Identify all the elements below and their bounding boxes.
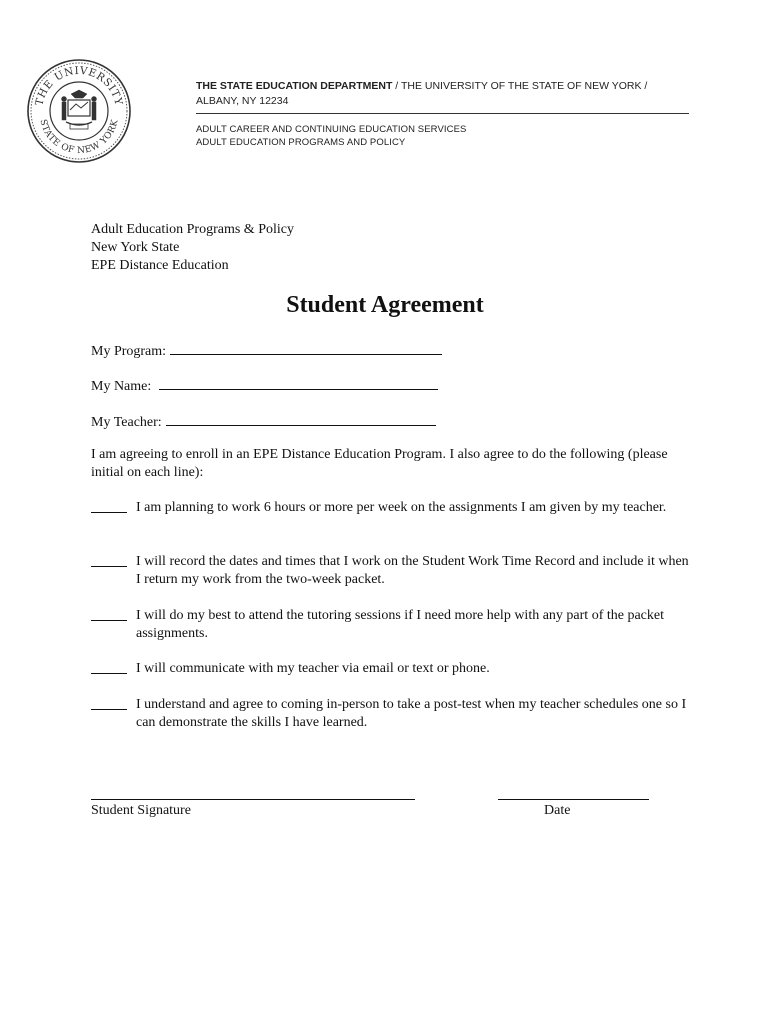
header-city: ALBANY, NY 12234	[196, 95, 289, 107]
program-label: My Program:	[91, 344, 167, 359]
svg-text:STATE OF NEW YORK: STATE OF NEW YORK	[37, 118, 121, 157]
initial-line[interactable]	[91, 620, 127, 621]
svg-text:THE UNIVERSITY: THE UNIVERSITY	[33, 64, 125, 107]
agreement-intro: I am agreeing to enroll in an EPE Distance Education Program. I also agree to do the following (please initial on each line):	[91, 447, 668, 480]
initial-line[interactable]	[91, 709, 127, 710]
agreement-item	[91, 660, 691, 678]
initial-line[interactable]	[91, 566, 127, 567]
agreement-item	[91, 607, 691, 643]
program-input-line[interactable]	[170, 340, 442, 355]
initial-line[interactable]	[91, 512, 127, 513]
student-signature-line[interactable]	[91, 799, 415, 800]
date-label: Date	[544, 803, 571, 818]
header-department	[196, 79, 686, 109]
university-name: / THE UNIVERSITY OF THE STATE OF NEW YORK /	[392, 80, 648, 92]
address-line-1: Adult Education Programs & Policy	[91, 222, 294, 237]
agreement-item-text: I am planning to work 6 hours or more per week on the assignments I am given by my teacher.	[136, 500, 667, 515]
address-line-2: New York State	[91, 240, 180, 255]
department-name: THE STATE EDUCATION DEPARTMENT	[196, 80, 393, 92]
header-office	[196, 123, 466, 149]
teacher-field	[91, 411, 436, 431]
teacher-label: My Teacher:	[91, 415, 162, 430]
agreement-item	[91, 499, 691, 517]
university-seal-logo	[26, 58, 132, 164]
initial-line[interactable]	[91, 673, 127, 674]
student-signature-label: Student Signature	[91, 803, 191, 818]
teacher-input-line[interactable]	[166, 411, 436, 426]
name-label: My Name:	[91, 379, 152, 394]
agreement-item	[91, 553, 691, 589]
agreement-item-text: I will do my best to attend the tutoring sessions if I need more help with any part of the packet assignments.	[136, 608, 664, 641]
name-input-line[interactable]	[159, 375, 438, 390]
agreement-item-text: I will record the dates and times that I work on the Student Work Time Record and include it when I return my work from the two-week packet.	[136, 554, 689, 587]
date-line[interactable]	[498, 799, 649, 800]
office-line-1: ADULT CAREER AND CONTINUING EDUCATION SERVICES	[196, 124, 467, 135]
program-field	[91, 340, 442, 360]
address-block	[91, 221, 294, 275]
office-line-2: ADULT EDUCATION PROGRAMS AND POLICY	[196, 137, 406, 148]
agreement-item-text: I understand and agree to coming in-person to take a post-test when my teacher schedules one so I can demonstrate the skills I have learned.	[136, 697, 687, 730]
page-title: Student Agreement	[286, 292, 484, 318]
name-field	[91, 375, 438, 395]
agreement-item-text: I will communicate with my teacher via email or text or phone.	[136, 661, 490, 676]
agreement-item	[91, 696, 691, 732]
header-rule	[196, 113, 689, 114]
address-line-3: EPE Distance Education	[91, 258, 229, 273]
